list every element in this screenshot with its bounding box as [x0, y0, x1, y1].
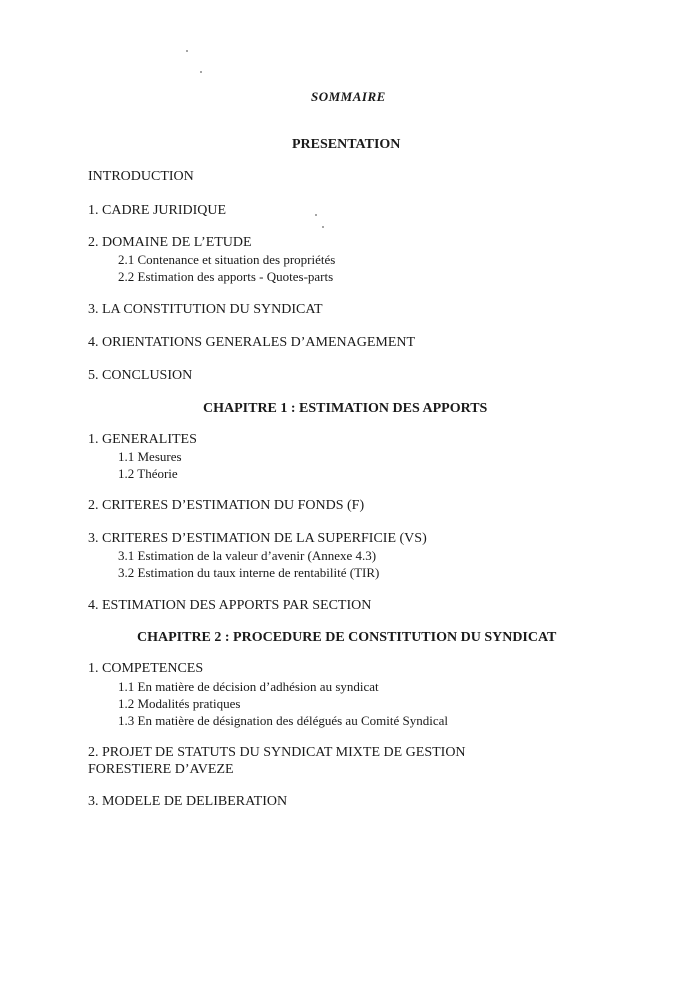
toc-modalites: 1.2 Modalités pratiques: [118, 696, 241, 711]
toc-projet-statuts: 2. PROJET DE STATUTS DU SYNDICAT MIXTE DE GESTION: [88, 745, 466, 760]
toc-theorie: 1.2 Théorie: [118, 466, 178, 481]
toc-mesures: 1.1 Mesures: [118, 449, 182, 464]
chapter1-heading: CHAPITRE 1 : ESTIMATION DES APPORTS: [203, 401, 488, 416]
toc-orientations: 4. ORIENTATIONS GENERALES D’AMENAGEMENT: [88, 335, 416, 350]
chapter2-heading: CHAPITRE 2 : PROCEDURE DE CONSTITUTION DU SYNDICAT: [137, 630, 557, 645]
page-title: SOMMAIRE: [311, 89, 386, 104]
toc-decision-adhesion: 1.1 En matière de décision d’adhésion au syndicat: [118, 679, 379, 694]
toc-introduction: INTRODUCTION: [88, 169, 194, 184]
toc-projet-statuts-cont: FORESTIERE D’AVEZE: [88, 762, 234, 777]
toc-competences: 1. COMPETENCES: [88, 661, 204, 676]
toc-constitution-syndicat: 3. LA CONSTITUTION DU SYNDICAT: [88, 302, 323, 317]
presentation-heading: PRESENTATION: [292, 137, 401, 152]
toc-contenance: 2.1 Contenance et situation des propriétés: [118, 252, 336, 267]
toc-taux-interne: 3.2 Estimation du taux interne de rentabilité (TIR): [118, 565, 380, 580]
toc-apports-section: 4. ESTIMATION DES APPORTS PAR SECTION: [88, 598, 372, 613]
scan-speck: [200, 71, 202, 73]
toc-valeur-avenir: 3.1 Estimation de la valeur d’avenir (Annexe 4.3): [118, 548, 377, 563]
toc-domaine-etude: 2. DOMAINE DE L’ETUDE: [88, 235, 252, 250]
toc-criteres-fonds: 2. CRITERES D’ESTIMATION DU FONDS (F): [88, 498, 365, 513]
toc-modele-deliberation: 3. MODELE DE DELIBERATION: [88, 794, 288, 809]
scan-speck: [322, 226, 324, 228]
toc-estimation-apports: 2.2 Estimation des apports - Quotes-parts: [118, 269, 334, 284]
toc-criteres-superficie: 3. CRITERES D’ESTIMATION DE LA SUPERFICIE (VS): [88, 531, 427, 546]
scan-speck: [315, 214, 317, 216]
toc-cadre-juridique: 1. CADRE JURIDIQUE: [88, 203, 227, 218]
toc-generalites: 1. GENERALITES: [88, 432, 197, 447]
toc-designation-delegues: 1.3 En matière de désignation des délégués au Comité Syndical: [118, 713, 448, 728]
scan-speck: [186, 50, 188, 52]
toc-conclusion: 5. CONCLUSION: [88, 368, 193, 383]
